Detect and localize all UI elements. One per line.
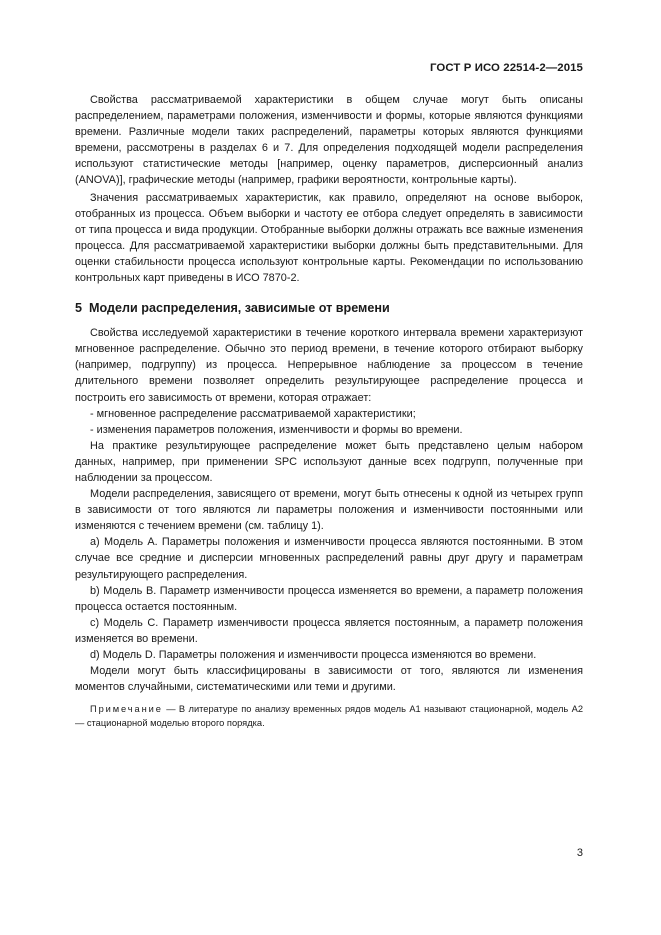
model-d-item: d) Модель D. Параметры положения и изменчивости процесса изменяются во времени. [90,649,537,661]
model-a-item: a) Модель А. Параметры положения и изменчивости процесса являются постоянными. В этом случае все средние и дисперсии мгновенных распределений равны друг другу и параметрам результирующего распределения. [75,536,583,581]
section-title: Модели распределения, зависимые от времени [89,301,390,316]
section-paragraph-2: На практике результирующее распределение может быть представлено целым набором данных, например, при применении SPC используют данные всех подгрупп, полученные при наблюдении за процессом. [75,439,583,484]
section-paragraph-3: Модели распределения, зависящего от времени, могут быть отнесены к одной из четырех групп в зависимости от того являются ли параметры положения и изменчивости постоянными или изменяются с течением времени (см. таблицу 1). [75,488,583,533]
note-label: Примечание [90,704,163,715]
intro-paragraph-2: Значения рассматриваемых характеристик, как правило, определяют на основе выборок, отобранных из процесса. Объем выборки и частоту ее отбора следует определять в зависимости от типа процесса и вида продукции. Отобранные выборки должны отражать все важные изменения процесса. Для рассматриваемой характеристики выборки должны быть представительными. Для оценки стабильности процесса используют контрольные карты. Рекомендации по использованию контрольных карт приведены в ИСО 7870-2. [75,191,583,285]
section-paragraph-1: Свойства исследуемой характеристики в течение короткого интервала времени характеризуют мгновенное распределение. Обычно это период времени, в течение которого отбирают выборку (например, подгруппу) из процесса. Непрерывное наблюдение за процессом в течение длительного времени позволяет определить результирующее распределение процесса и построить его зависимость от времени, которая отражает: [75,327,583,404]
page-number: 3 [576,847,583,859]
section-paragraph-4: Модели могут быть классифицированы в зависимости от того, являются ли изменения моментов случайными, систематическими или теми и другими. [75,665,583,694]
list-item: - изменения параметров положения, изменчивости и формы во времени. [90,423,463,436]
note-text: — В литературе по анализу временных рядов модель А1 называют стационарной, модель А2 — стационарной моделью второго порядка. [75,704,583,729]
note [75,702,583,730]
page-content [75,92,583,740]
document-header: ГОСТ Р ИСО 22514-2—2015 [430,62,583,74]
model-c-item: c) Модель С. Параметр изменчивости процесса является постоянным, а параметр положения изменяется во времени. [75,616,583,645]
section-number: 5 [75,301,83,316]
list-item: - мгновенное распределение рассматриваемой характеристики; [90,407,416,420]
model-b-item: b) Модель В. Параметр изменчивости процесса изменяется во времени, а параметр положения процесса остается постоянным. [75,584,583,613]
section-heading [75,300,583,316]
intro-paragraph-1: Свойства рассматриваемой характеристики в общем случае могут быть описаны распределением, параметрами положения, изменчивости и формы, которые являются функциями времени. Различные модели таких распределений, параметры которых являются функциями времени, рассмотрены в разделах 6 и 7. Для определения подходящей модели распределения используют статистические методы [например, оценку параметров, дисперсионный анализ (ANOVA)], графические методы (например, графики вероятности, контрольные карты). [75,94,583,187]
